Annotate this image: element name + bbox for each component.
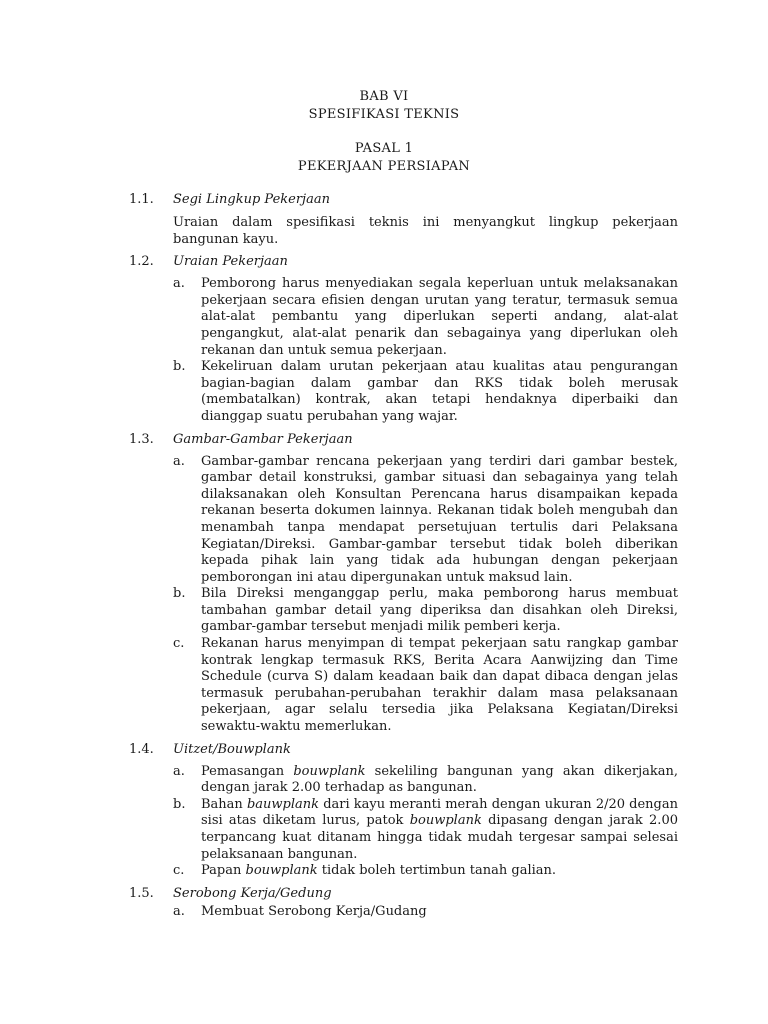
list-item <box>173 764 678 797</box>
list-item <box>173 797 678 863</box>
section-title: Segi Lingkup Pekerjaan <box>173 192 330 207</box>
item-text-emphasis: bauwplank <box>246 796 320 812</box>
article-number: PASAL 1 <box>354 141 414 156</box>
section-1-3 <box>129 432 678 736</box>
section-number: 1.2. <box>129 254 154 270</box>
item-text-emphasis: bouwplank <box>409 813 482 829</box>
item-text-emphasis: bouwplank <box>245 863 318 879</box>
section-1-1 <box>129 192 678 248</box>
item-text: Membuat Serobong Kerja/Gudang <box>201 903 427 919</box>
item-label: c. <box>173 863 185 879</box>
section-title: Uitzet/Bouwplank <box>173 741 291 757</box>
list-item <box>173 586 678 636</box>
item-text: Rekanan harus menyimpan di tempat pekerjaan satu rangkap gambar kontrak lengkap termasuk RKS, Berita Acara Aanwijzing dan Time Schedule (curva S) dalam keadaan baik dan dapat dibaca dengan jelas termasuk perubahan-perubahan terakhir dalam masa pelaksanaan pekerjaan, agar selalu tersedia jika Pelaksana Kegiatan/Direksi sewaktu-waktu memerlukan. <box>201 636 678 735</box>
item-label: a. <box>173 453 185 469</box>
list-item <box>173 359 678 425</box>
item-text-part: Pemasangan <box>201 763 294 779</box>
item-text-part: Papan <box>201 863 246 879</box>
section-title: Uraian Pekerjaan <box>173 254 288 270</box>
section-1-4 <box>129 742 678 880</box>
item-text-part: tidak boleh tertimbun tanah galian. <box>317 863 557 879</box>
item-label: b. <box>173 586 186 602</box>
item-text-part: dipasang dengan jarak 2.00 terpancang kuat ditanam hingga tidak mudah tergesar sampai selesai pelaksanaan bangunan. <box>201 813 678 862</box>
list-item <box>173 863 678 880</box>
item-label: c. <box>173 636 185 652</box>
section-number: 1.1. <box>129 192 154 207</box>
document-header <box>0 88 768 176</box>
item-text: Gambar-gambar rencana pekerjaan yang terdiri dari gambar bestek, gambar detail konstruksi, gambar situasi dan sebagainya yang telah dilaksanakan oleh Konsultan Perencana harus disampaikan kepada rekanan beserta dokumen lainnya. Rekanan tidak boleh mengubah dan menambah tanpa mendapat persetujuan tertulis dari Pelaksana Kegiatan/Direksi. Gambar-gambar tersebut tidak boleh diberikan kepada pihak lain yang tidak ada hubungan dengan pekerjaan pemborongan ini atau dipergunakan untuk maksud lain. <box>201 453 678 585</box>
item-label: b. <box>173 359 186 375</box>
item-label: a. <box>173 276 185 292</box>
item-text-part: Bahan <box>201 796 247 812</box>
section-number: 1.4. <box>129 741 154 757</box>
section-title: Serobong Kerja/Gedung <box>173 885 332 901</box>
item-label: a. <box>173 903 185 919</box>
section-number: 1.5. <box>129 885 154 901</box>
chapter-title: SPESIFIKASI TEKNIS <box>308 107 460 122</box>
item-text-part: dari kayu meranti merah dengan ukuran 2/20 dengan sisi atas diketam lurus, patok <box>201 796 679 829</box>
item-text-emphasis: bouwplank <box>293 763 366 779</box>
section-1-5 <box>129 886 678 921</box>
section-title: Gambar-Gambar Pekerjaan <box>173 431 353 447</box>
article-title: PEKERJAAN PERSIAPAN <box>297 159 471 174</box>
item-text: Bila Direksi menganggap perlu, maka pemborong harus membuat tambahan gambar detail yang diperiksa dan disahkan oleh Direksi, gambar-gambar tersebut menjadi milik pemberi kerja. <box>201 586 678 635</box>
section-1-2 <box>129 254 678 425</box>
list-item <box>173 454 678 587</box>
item-text: Pemborong harus menyediakan segala keperluan untuk melaksanakan pekerjaan secara efisien dengan urutan yang teratur, termasuk semua alat-alat pembantu yang diperlukan seperti andang, alat-alat pengangkut, alat-alat penarik dan sebagainya yang diperlukan oleh rekanan dan untuk semua pekerjaan. <box>201 276 678 358</box>
list-item <box>173 636 678 736</box>
document-body <box>129 192 678 920</box>
list-item <box>173 276 678 359</box>
section-number: 1.3. <box>129 431 154 447</box>
list-item <box>173 904 678 921</box>
item-label: b. <box>173 796 186 812</box>
section-paragraph: Uraian dalam spesifikasi teknis ini menyangkut lingkup pekerjaan bangunan kayu. <box>173 215 678 247</box>
item-label: a. <box>173 763 185 779</box>
item-text: Kekeliruan dalam urutan pekerjaan atau kualitas atau pengurangan bagian-bagian dalam gambar dan RKS tidak boleh merusak (membatalkan) kontrak, akan tetapi hendaknya diperbaiki dan dianggap suatu perubahan yang wajar. <box>201 359 678 424</box>
chapter-number: BAB VI <box>359 89 409 104</box>
item-text-part: sekeliling bangunan yang akan dikerjakan, dengan jarak 2.00 terhadap as bangunan. <box>201 763 678 796</box>
